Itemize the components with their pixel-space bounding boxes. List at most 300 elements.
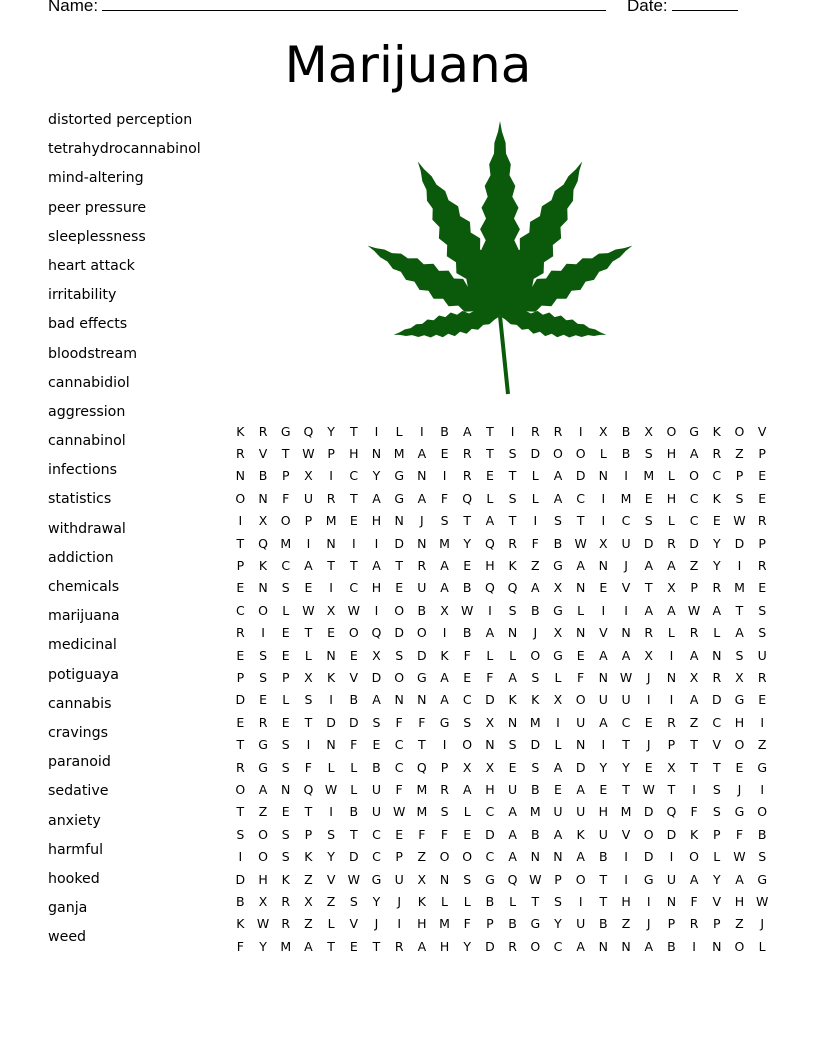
grid-cell[interactable]: E: [372, 737, 381, 753]
grid-cell[interactable]: M: [439, 535, 450, 551]
grid-cell[interactable]: P: [395, 849, 403, 865]
grid-cell[interactable]: O: [643, 826, 654, 842]
grid-cell[interactable]: A: [485, 625, 495, 641]
grid-cell[interactable]: C: [349, 468, 359, 484]
grid-cell[interactable]: A: [712, 602, 722, 618]
grid-cell[interactable]: Q: [258, 535, 268, 551]
grid-cell[interactable]: F: [463, 647, 471, 663]
grid-cell[interactable]: P: [667, 916, 676, 932]
grid-cell[interactable]: O: [689, 849, 700, 865]
grid-cell[interactable]: N: [326, 737, 336, 753]
grid-cell[interactable]: A: [440, 692, 449, 708]
grid-cell[interactable]: V: [757, 423, 767, 439]
grid-cell[interactable]: G: [643, 871, 654, 887]
grid-cell[interactable]: M: [280, 938, 292, 954]
grid-cell[interactable]: A: [508, 849, 517, 865]
grid-cell[interactable]: W: [302, 602, 315, 618]
grid-cell[interactable]: V: [349, 916, 359, 932]
grid-cell[interactable]: T: [349, 558, 358, 574]
grid-cell[interactable]: R: [258, 423, 268, 439]
grid-cell[interactable]: O: [258, 826, 268, 842]
grid-cell[interactable]: F: [304, 759, 312, 775]
grid-cell[interactable]: B: [621, 423, 631, 439]
grid-cell[interactable]: B: [621, 446, 631, 462]
grid-cell[interactable]: R: [281, 893, 291, 909]
grid-cell[interactable]: S: [735, 647, 744, 663]
grid-cell[interactable]: E: [236, 580, 245, 596]
grid-cell[interactable]: F: [418, 714, 426, 730]
grid-cell[interactable]: T: [463, 513, 472, 529]
grid-cell[interactable]: H: [485, 781, 495, 797]
grid-cell[interactable]: N: [712, 938, 722, 954]
grid-cell[interactable]: N: [394, 692, 404, 708]
grid-cell[interactable]: E: [349, 938, 358, 954]
grid-cell[interactable]: X: [599, 423, 608, 439]
grid-cell[interactable]: A: [508, 669, 517, 685]
grid-cell[interactable]: A: [644, 602, 653, 618]
grid-cell[interactable]: R: [689, 625, 699, 641]
grid-cell[interactable]: N: [394, 513, 404, 529]
grid-cell[interactable]: A: [576, 781, 585, 797]
grid-cell[interactable]: T: [599, 871, 608, 887]
grid-cell[interactable]: K: [236, 423, 245, 439]
grid-cell[interactable]: S: [758, 602, 767, 618]
grid-cell[interactable]: G: [394, 490, 404, 506]
grid-cell[interactable]: I: [442, 737, 447, 753]
grid-cell[interactable]: B: [553, 535, 563, 551]
grid-cell[interactable]: X: [485, 759, 495, 775]
grid-cell[interactable]: O: [394, 602, 405, 618]
grid-cell[interactable]: E: [349, 647, 358, 663]
grid-cell[interactable]: Z: [326, 893, 336, 909]
grid-cell[interactable]: F: [440, 826, 449, 842]
grid-cell[interactable]: N: [507, 714, 518, 730]
grid-cell[interactable]: F: [735, 826, 744, 842]
grid-cell[interactable]: S: [644, 513, 653, 529]
grid-cell[interactable]: M: [643, 468, 655, 484]
grid-cell[interactable]: Y: [554, 916, 562, 932]
grid-cell[interactable]: A: [440, 669, 449, 685]
grid-cell[interactable]: I: [624, 468, 628, 484]
grid-cell[interactable]: H: [666, 490, 677, 506]
grid-cell[interactable]: O: [462, 849, 473, 865]
grid-cell[interactable]: F: [486, 669, 494, 685]
grid-cell[interactable]: L: [327, 916, 335, 932]
grid-cell[interactable]: V: [621, 580, 631, 596]
grid-cell[interactable]: U: [417, 580, 427, 596]
grid-cell[interactable]: C: [712, 468, 722, 484]
grid-cell[interactable]: M: [439, 916, 450, 932]
grid-cell[interactable]: E: [349, 513, 358, 529]
grid-cell[interactable]: R: [689, 916, 699, 932]
grid-cell[interactable]: Q: [507, 871, 518, 887]
grid-cell[interactable]: B: [462, 625, 472, 641]
grid-cell[interactable]: K: [417, 893, 426, 909]
grid-cell[interactable]: N: [598, 669, 609, 685]
grid-cell[interactable]: R: [508, 938, 517, 954]
grid-cell[interactable]: H: [417, 916, 427, 932]
grid-cell[interactable]: O: [734, 737, 745, 753]
grid-cell[interactable]: X: [304, 893, 313, 909]
grid-cell[interactable]: K: [236, 916, 245, 932]
grid-cell[interactable]: W: [687, 602, 701, 618]
grid-cell[interactable]: T: [622, 781, 630, 797]
name-blank-line[interactable]: [102, 0, 606, 11]
grid-cell[interactable]: P: [281, 669, 290, 685]
grid-cell[interactable]: E: [281, 647, 290, 663]
grid-cell[interactable]: G: [258, 759, 268, 775]
date-blank-line[interactable]: [672, 0, 738, 11]
grid-cell[interactable]: I: [238, 513, 243, 529]
grid-cell[interactable]: S: [644, 446, 653, 462]
grid-cell[interactable]: L: [713, 849, 721, 865]
grid-cell[interactable]: T: [304, 625, 313, 641]
grid-cell[interactable]: R: [644, 625, 654, 641]
grid-cell[interactable]: C: [576, 490, 586, 506]
grid-cell[interactable]: I: [646, 893, 651, 909]
grid-cell[interactable]: R: [440, 781, 449, 797]
grid-cell[interactable]: E: [327, 625, 336, 641]
grid-cell[interactable]: I: [601, 513, 606, 529]
grid-cell[interactable]: X: [735, 669, 744, 685]
grid-cell[interactable]: M: [529, 714, 541, 730]
grid-cell[interactable]: D: [666, 826, 677, 842]
grid-cell[interactable]: Q: [484, 535, 495, 551]
grid-cell[interactable]: T: [236, 737, 245, 753]
date-field[interactable]: [627, 0, 747, 16]
grid-cell[interactable]: H: [734, 893, 745, 909]
grid-cell[interactable]: R: [236, 625, 245, 641]
grid-cell[interactable]: B: [258, 468, 268, 484]
grid-cell[interactable]: G: [734, 804, 745, 820]
grid-cell[interactable]: A: [372, 490, 381, 506]
grid-cell[interactable]: R: [712, 446, 722, 462]
grid-cell[interactable]: R: [281, 916, 291, 932]
grid-cell[interactable]: P: [758, 535, 766, 551]
grid-cell[interactable]: S: [395, 647, 404, 663]
grid-cell[interactable]: T: [735, 602, 744, 618]
grid-cell[interactable]: T: [327, 938, 335, 954]
grid-cell[interactable]: D: [348, 714, 359, 730]
grid-cell[interactable]: H: [371, 580, 382, 596]
grid-cell[interactable]: X: [462, 759, 472, 775]
grid-cell[interactable]: U: [303, 490, 313, 506]
grid-cell[interactable]: G: [689, 423, 699, 439]
grid-cell[interactable]: V: [326, 871, 336, 887]
grid-cell[interactable]: D: [711, 692, 722, 708]
grid-cell[interactable]: D: [643, 804, 654, 820]
grid-cell[interactable]: F: [690, 893, 698, 909]
grid-cell[interactable]: M: [620, 804, 632, 820]
grid-cell[interactable]: W: [755, 893, 769, 909]
grid-cell[interactable]: O: [348, 625, 359, 641]
grid-cell[interactable]: D: [235, 692, 246, 708]
grid-cell[interactable]: S: [236, 826, 245, 842]
grid-cell[interactable]: I: [374, 602, 379, 618]
grid-cell[interactable]: I: [397, 916, 401, 932]
grid-cell[interactable]: N: [575, 737, 586, 753]
grid-cell[interactable]: U: [576, 714, 586, 730]
grid-cell[interactable]: S: [440, 513, 449, 529]
grid-cell[interactable]: S: [554, 893, 562, 909]
grid-cell[interactable]: C: [485, 804, 495, 820]
grid-cell[interactable]: X: [326, 602, 336, 618]
grid-cell[interactable]: B: [462, 580, 472, 596]
grid-cell[interactable]: I: [488, 602, 492, 618]
grid-cell[interactable]: E: [485, 468, 494, 484]
grid-cell[interactable]: J: [397, 893, 401, 909]
grid-cell[interactable]: E: [281, 714, 290, 730]
grid-cell[interactable]: J: [420, 513, 424, 529]
grid-cell[interactable]: T: [690, 737, 698, 753]
grid-cell[interactable]: O: [258, 849, 268, 865]
grid-cell[interactable]: N: [235, 468, 246, 484]
grid-cell[interactable]: I: [306, 535, 311, 551]
grid-cell[interactable]: G: [553, 647, 563, 663]
grid-cell[interactable]: K: [576, 826, 585, 842]
grid-cell[interactable]: Q: [303, 781, 314, 797]
grid-cell[interactable]: T: [508, 513, 517, 529]
grid-cell[interactable]: K: [304, 849, 313, 865]
grid-cell[interactable]: I: [624, 871, 628, 887]
grid-cell[interactable]: L: [667, 625, 675, 641]
grid-cell[interactable]: I: [329, 580, 333, 596]
grid-cell[interactable]: Z: [757, 737, 767, 753]
grid-cell[interactable]: I: [374, 535, 379, 551]
grid-cell[interactable]: Z: [689, 558, 699, 574]
grid-cell[interactable]: H: [258, 871, 268, 887]
grid-cell[interactable]: Z: [735, 916, 744, 932]
grid-cell[interactable]: K: [440, 647, 449, 663]
grid-cell[interactable]: O: [394, 669, 405, 685]
grid-cell[interactable]: N: [326, 647, 336, 663]
grid-cell[interactable]: N: [598, 938, 609, 954]
grid-cell[interactable]: N: [598, 468, 609, 484]
grid-cell[interactable]: T: [576, 513, 585, 529]
grid-cell[interactable]: M: [529, 804, 541, 820]
grid-cell[interactable]: I: [760, 781, 764, 797]
grid-cell[interactable]: J: [624, 558, 628, 574]
grid-cell[interactable]: A: [462, 423, 472, 439]
grid-cell[interactable]: T: [667, 781, 676, 797]
grid-cell[interactable]: A: [735, 871, 744, 887]
grid-cell[interactable]: F: [690, 804, 698, 820]
grid-cell[interactable]: G: [371, 871, 382, 887]
grid-cell[interactable]: L: [667, 513, 675, 529]
grid-cell[interactable]: M: [416, 781, 428, 797]
grid-cell[interactable]: X: [644, 423, 653, 439]
grid-cell[interactable]: V: [621, 826, 631, 842]
grid-cell[interactable]: R: [417, 558, 427, 574]
grid-cell[interactable]: N: [575, 580, 586, 596]
grid-cell[interactable]: X: [485, 714, 495, 730]
grid-cell[interactable]: E: [281, 804, 290, 820]
grid-cell[interactable]: Q: [416, 759, 427, 775]
grid-cell[interactable]: L: [463, 804, 471, 820]
grid-cell[interactable]: Z: [417, 849, 427, 865]
grid-cell[interactable]: A: [621, 647, 631, 663]
grid-cell[interactable]: F: [395, 781, 403, 797]
grid-cell[interactable]: Q: [462, 490, 473, 506]
grid-cell[interactable]: D: [485, 826, 495, 842]
grid-cell[interactable]: X: [258, 513, 268, 529]
grid-cell[interactable]: P: [440, 759, 449, 775]
grid-cell[interactable]: S: [531, 759, 540, 775]
grid-cell[interactable]: H: [371, 513, 382, 529]
grid-cell[interactable]: P: [281, 468, 290, 484]
grid-cell[interactable]: V: [712, 737, 722, 753]
grid-cell[interactable]: R: [530, 423, 540, 439]
grid-cell[interactable]: S: [554, 513, 562, 529]
grid-cell[interactable]: L: [486, 647, 494, 663]
grid-cell[interactable]: A: [689, 446, 699, 462]
grid-cell[interactable]: U: [371, 781, 382, 797]
grid-cell[interactable]: T: [531, 893, 540, 909]
grid-cell[interactable]: B: [530, 602, 540, 618]
grid-cell[interactable]: U: [553, 804, 563, 820]
grid-cell[interactable]: P: [713, 916, 721, 932]
grid-cell[interactable]: S: [304, 692, 313, 708]
grid-cell[interactable]: S: [372, 714, 381, 730]
grid-cell[interactable]: T: [690, 759, 698, 775]
grid-cell[interactable]: A: [417, 490, 427, 506]
grid-cell[interactable]: J: [760, 916, 764, 932]
grid-cell[interactable]: S: [508, 490, 517, 506]
grid-cell[interactable]: W: [733, 849, 746, 865]
grid-cell[interactable]: D: [485, 938, 495, 954]
grid-cell[interactable]: T: [327, 558, 335, 574]
grid-cell[interactable]: R: [258, 714, 268, 730]
grid-cell[interactable]: P: [713, 826, 721, 842]
grid-cell[interactable]: I: [692, 781, 696, 797]
grid-cell[interactable]: F: [395, 714, 403, 730]
grid-cell[interactable]: A: [258, 781, 268, 797]
grid-cell[interactable]: E: [395, 826, 404, 842]
grid-cell[interactable]: X: [553, 580, 563, 596]
grid-cell[interactable]: I: [329, 804, 333, 820]
grid-cell[interactable]: C: [349, 580, 359, 596]
grid-cell[interactable]: C: [621, 714, 631, 730]
grid-cell[interactable]: N: [258, 580, 268, 596]
grid-cell[interactable]: E: [758, 490, 767, 506]
grid-cell[interactable]: I: [306, 737, 311, 753]
grid-cell[interactable]: Y: [599, 759, 608, 775]
grid-cell[interactable]: T: [304, 714, 313, 730]
grid-cell[interactable]: V: [712, 893, 722, 909]
grid-cell[interactable]: Z: [304, 916, 313, 932]
grid-cell[interactable]: A: [372, 558, 381, 574]
grid-cell[interactable]: S: [440, 804, 449, 820]
grid-cell[interactable]: C: [462, 692, 472, 708]
grid-cell[interactable]: U: [394, 871, 404, 887]
grid-cell[interactable]: X: [644, 647, 653, 663]
grid-cell[interactable]: K: [531, 692, 540, 708]
grid-cell[interactable]: E: [576, 647, 585, 663]
grid-cell[interactable]: S: [531, 669, 540, 685]
grid-cell[interactable]: R: [508, 535, 517, 551]
grid-cell[interactable]: A: [667, 558, 676, 574]
grid-cell[interactable]: A: [508, 826, 517, 842]
grid-cell[interactable]: N: [553, 849, 563, 865]
grid-cell[interactable]: D: [371, 669, 382, 685]
grid-cell[interactable]: N: [507, 625, 518, 641]
grid-cell[interactable]: N: [712, 647, 722, 663]
grid-cell[interactable]: L: [554, 669, 562, 685]
grid-cell[interactable]: B: [667, 938, 676, 954]
grid-cell[interactable]: N: [417, 535, 427, 551]
grid-cell[interactable]: L: [350, 781, 358, 797]
grid-cell[interactable]: S: [712, 804, 721, 820]
grid-cell[interactable]: O: [235, 490, 246, 506]
grid-cell[interactable]: X: [304, 468, 313, 484]
grid-cell[interactable]: Q: [666, 804, 677, 820]
grid-cell[interactable]: G: [757, 759, 767, 775]
grid-cell[interactable]: Y: [712, 558, 721, 574]
grid-cell[interactable]: R: [462, 446, 472, 462]
grid-cell[interactable]: I: [692, 938, 696, 954]
grid-cell[interactable]: T: [281, 446, 290, 462]
grid-cell[interactable]: M: [393, 446, 405, 462]
grid-cell[interactable]: A: [576, 849, 585, 865]
grid-cell[interactable]: L: [282, 692, 290, 708]
grid-cell[interactable]: N: [258, 490, 268, 506]
grid-cell[interactable]: K: [508, 558, 517, 574]
grid-cell[interactable]: N: [485, 737, 495, 753]
grid-cell[interactable]: K: [689, 826, 699, 842]
grid-cell[interactable]: N: [666, 893, 677, 909]
grid-cell[interactable]: Y: [372, 893, 381, 909]
grid-cell[interactable]: B: [236, 893, 245, 909]
grid-cell[interactable]: J: [374, 916, 379, 932]
grid-cell[interactable]: Y: [327, 423, 335, 439]
grid-cell[interactable]: Z: [689, 714, 699, 730]
grid-cell[interactable]: Q: [507, 580, 518, 596]
grid-cell[interactable]: G: [757, 871, 767, 887]
grid-cell[interactable]: S: [281, 849, 290, 865]
grid-cell[interactable]: T: [599, 893, 608, 909]
grid-cell[interactable]: O: [280, 513, 291, 529]
grid-cell[interactable]: T: [349, 490, 358, 506]
grid-cell[interactable]: Y: [622, 759, 630, 775]
grid-cell[interactable]: R: [236, 446, 245, 462]
grid-cell[interactable]: A: [553, 826, 563, 842]
grid-cell[interactable]: S: [735, 490, 744, 506]
grid-cell[interactable]: U: [666, 871, 676, 887]
grid-cell[interactable]: S: [281, 580, 290, 596]
grid-cell[interactable]: G: [530, 916, 541, 932]
grid-cell[interactable]: L: [531, 468, 539, 484]
grid-cell[interactable]: E: [599, 781, 608, 797]
grid-cell[interactable]: J: [646, 737, 651, 753]
grid-cell[interactable]: A: [462, 781, 472, 797]
grid-cell[interactable]: R: [462, 468, 472, 484]
grid-cell[interactable]: W: [302, 446, 315, 462]
grid-cell[interactable]: W: [619, 669, 633, 685]
grid-cell[interactable]: L: [554, 737, 562, 753]
grid-cell[interactable]: E: [236, 647, 245, 663]
grid-cell[interactable]: R: [326, 490, 336, 506]
grid-cell[interactable]: G: [394, 468, 404, 484]
grid-cell[interactable]: I: [624, 602, 628, 618]
grid-cell[interactable]: A: [508, 804, 517, 820]
grid-cell[interactable]: E: [758, 468, 767, 484]
grid-cell[interactable]: F: [577, 669, 585, 685]
grid-cell[interactable]: L: [713, 625, 721, 641]
grid-cell[interactable]: B: [485, 893, 495, 909]
grid-cell[interactable]: J: [533, 625, 538, 641]
grid-cell[interactable]: Z: [304, 871, 313, 887]
grid-cell[interactable]: N: [598, 558, 609, 574]
